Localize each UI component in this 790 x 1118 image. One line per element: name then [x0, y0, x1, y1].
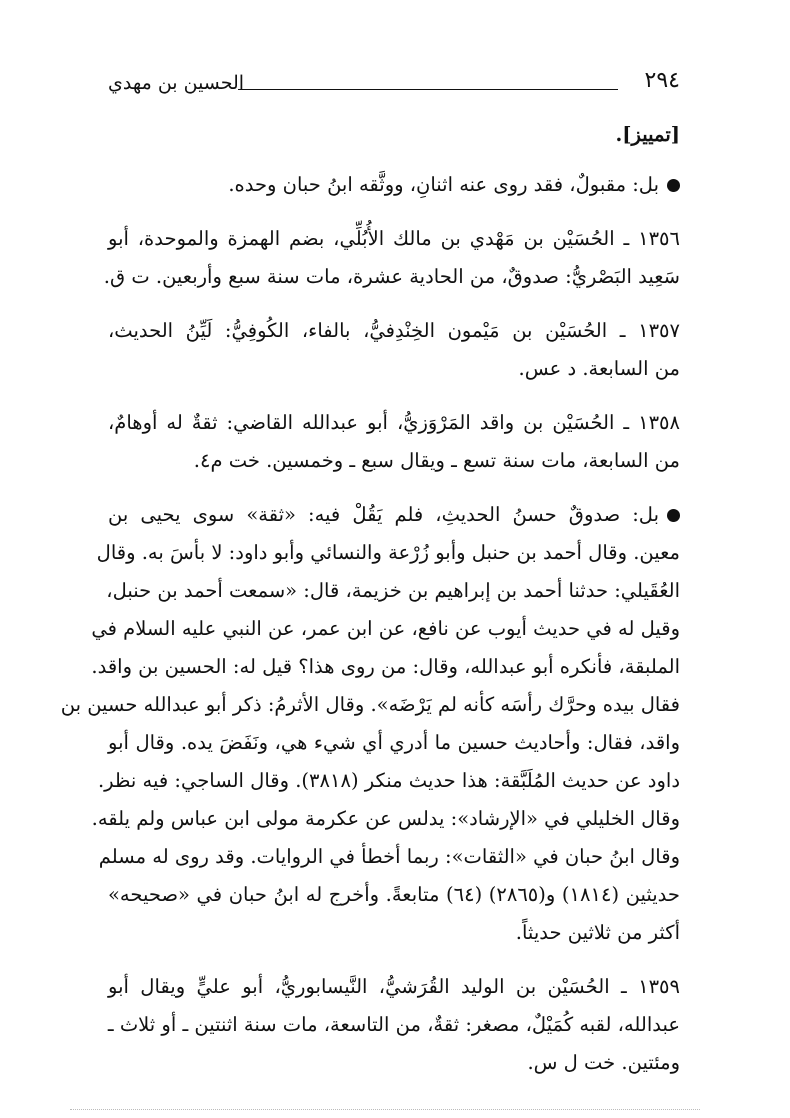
page-content — [60, 116, 680, 1098]
text-line — [108, 166, 680, 204]
text-line: عبدالله، لقبه كُمَيْلٌ، مصغر: ثقةٌ، من التاسعة، مات سنة اثنتين ـ أو ثلاث ـ — [107, 1013, 680, 1036]
text-line — [108, 496, 680, 534]
text-line: العُقَيلي: حدثنا أحمد بن إبراهيم بن خزيمة، قال: «سمعت أحمد بن حنبل، — [106, 579, 680, 602]
text-line: أكثر من ثلاثين حديثاً. — [515, 921, 680, 944]
text-line: سَعِيد البَصْريُّ: صدوقٌ، من الحادية عشرة، مات سنة سبع وأربعين. ت ق. — [103, 265, 680, 288]
text-line: ١٣٥٨ ـ الحُسَيْن بن واقد المَرْوَزيُّ، أبو عبدالله القاضي: ثقةٌ له أوهامٌ، — [108, 411, 680, 434]
commentary-block — [108, 166, 680, 204]
text-line: وقال ابنُ حبان في «الثقات»: ربما أخطأ في الروايات. وقد روى له مسلم — [98, 845, 680, 868]
narrator-entry — [103, 220, 680, 296]
commentary-block — [60, 496, 680, 952]
narrator-entry — [108, 404, 680, 480]
footer-scan-edge — [70, 1109, 700, 1110]
entries — [60, 166, 680, 1082]
page-header — [108, 62, 680, 102]
narrator-entry — [108, 312, 680, 388]
text-line: وقال الخليلي في «الإرشاد»: يدلس عن عكرمة مولى ابن عباس ولم يلقه. — [91, 807, 680, 830]
text-line: وقيل له في حديث أيوب عن نافع، عن ابن عمر، عن النبي عليه السلام في — [91, 617, 680, 640]
text-line: ١٣٥٧ ـ الحُسَيْن بن مَيْمون الخِنْدِفيُّ، بالفاء، الكُوفِيُّ: لَيِّنُ الحديث، — [108, 319, 680, 342]
text-line: ١٣٥٩ ـ الحُسَيْن بن الوليد القُرَشيُّ، النَّيسابوريُّ، أبو عليٍّ ويقال أبو — [108, 975, 680, 998]
text-line: واقد، فقال: وأحاديث حسين ما أدري أي شيء هي، ونَفَضَ يده. وقال أبو — [108, 731, 680, 754]
running-head: الحسين بن مهدي — [108, 72, 245, 94]
text-line-content: بل: صدوقٌ حسنُ الحديثِ، فلم يَقُلْ فيه: «ثقة» سوى يحيى بن — [108, 503, 659, 526]
text-line: معين. وقال أحمد بن حنبل وأبو زُرْعة والنسائي وأبو داود: لا بأسَ به. وقال — [96, 541, 680, 564]
bullet-icon — [667, 509, 680, 522]
text-line: ومئتين. خت ل س. — [527, 1051, 680, 1074]
text-line: من السابعة، مات سنة تسع ـ ويقال سبع ـ وخمسين. خت م٤. — [193, 449, 680, 472]
narrator-entry — [108, 968, 680, 1082]
text-line: من السابعة. د عس. — [518, 357, 680, 380]
text-line: داود عن حديث المُلَبَّقة: هذا حديث منكر (٣٨١٨). وقال الساجي: فيه نظر. — [97, 769, 680, 792]
page-number: ٢٩٤ — [644, 68, 680, 93]
text-line: ١٣٥٦ ـ الحُسَيْن بن مَهْدي بن مالك الأُبُلِّي، بضم الهمزة والموحدة، أبو — [108, 227, 680, 250]
tamyiz-label: [تمييز]. — [615, 123, 680, 146]
text-line: حديثين (١٨١٤) و(٢٨٦٥) (٦٤) متابعةً. وأخرج له ابنُ حبان في «صحيحه» — [108, 883, 680, 906]
text-line: فقال بيده وحرَّك رأسَه كأنه لم يَرْضَه». وقال الأثرمُ: ذكر أبو عبدالله حسين بن — [60, 693, 680, 716]
text-line: الملبقة، فأنكره أبو عبدالله، وقال: من روى هذا؟ قيل له: الحسين بن واقد. — [91, 655, 680, 678]
bullet-icon — [667, 179, 680, 192]
text-line-content: بل: مقبولٌ، فقد روى عنه اثنانِ، ووثَّقه ابنُ حبان وحده. — [228, 173, 659, 196]
header-rule — [238, 89, 618, 90]
